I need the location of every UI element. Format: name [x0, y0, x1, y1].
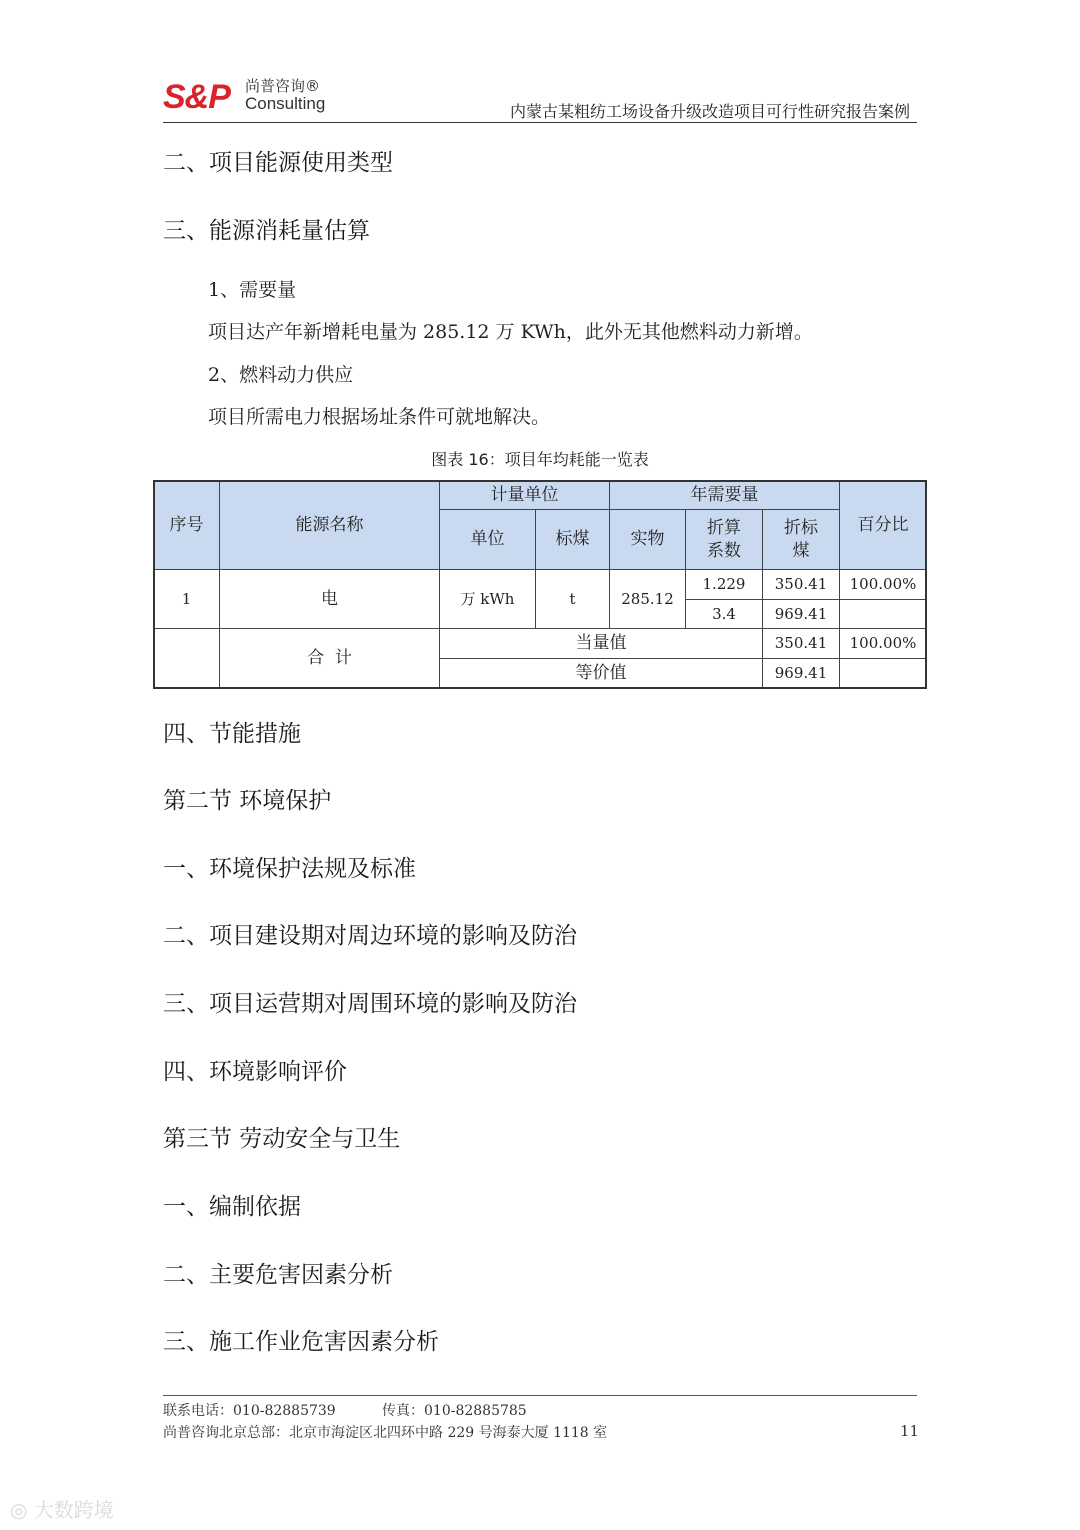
header-coal-equivalent: 折标 煤 — [762, 509, 840, 570]
report-title: 内蒙古某粗纺工场设备升级改造项目可行性研究报告案例 — [509, 102, 910, 121]
total-equivalent-percent: 100.00% — [839, 628, 927, 659]
footer-divider — [163, 1395, 917, 1396]
header-percent: 百分比 — [839, 480, 927, 570]
footer-address: 尚普咨询北京总部：北京市海淀区北四环中路 229 号海泰大厦 1118 室 — [163, 1425, 608, 1441]
total-label: 合 计 — [219, 628, 440, 689]
row1-percent-b — [839, 599, 927, 629]
heading-basis: 一、编制依据 — [163, 1194, 301, 1220]
footer-fax: 传真：010-82885785 — [382, 1403, 527, 1419]
row1-factor-a: 1.229 — [685, 569, 763, 600]
heading-construction-hazards: 三、施工作业危害因素分析 — [163, 1329, 439, 1355]
page-number: 11 — [900, 1422, 920, 1440]
header-std-coal: 标煤 — [535, 509, 610, 570]
row1-std-coal: t — [535, 569, 610, 629]
heading-hazard-analysis: 二、主要危害因素分析 — [163, 1262, 393, 1288]
heading-energy-saving: 四、节能措施 — [163, 721, 301, 747]
watermark — [10, 1494, 114, 1523]
logo-chinese-name: 尚普咨询® — [245, 77, 321, 95]
header-conversion-factor: 折算 系数 — [685, 509, 763, 570]
watermark-text: 大数跨境 — [33, 1498, 114, 1522]
header-physical: 实物 — [609, 509, 686, 570]
header-energy-name: 能源名称 — [219, 480, 440, 570]
row1-physical: 285.12 — [609, 569, 686, 629]
total-equivalent-value: 350.41 — [762, 628, 840, 659]
row1-coal-a: 350.41 — [762, 569, 840, 600]
total-equal-price-percent — [839, 658, 927, 689]
row1-unit: 万 kWh — [439, 569, 536, 629]
total-seq — [153, 628, 220, 689]
para-demand-text: 项目达产年新增耗电量为 285.12 万 KWh，此外无其他燃料动力新增。 — [208, 321, 813, 343]
row1-coal-b: 969.41 — [762, 599, 840, 629]
header-unit: 单位 — [439, 509, 536, 570]
para-supply-text: 项目所需电力根据场址条件可就地解决。 — [208, 406, 551, 428]
row1-energy-name: 电 — [219, 569, 440, 629]
heading-section-labor-safety: 第三节 劳动安全与卫生 — [163, 1126, 401, 1152]
total-equal-price-value: 969.41 — [762, 658, 840, 689]
row1-percent-a: 100.00% — [839, 569, 927, 600]
heading-energy-types: 二、项目能源使用类型 — [163, 150, 393, 176]
header-annual-group: 年需要量 — [609, 480, 840, 510]
header-seq: 序号 — [153, 480, 220, 570]
para-demand-title: 1、需要量 — [208, 279, 297, 301]
heading-env-regulations: 一、环境保护法规及标准 — [163, 856, 416, 882]
header-divider — [163, 122, 917, 123]
logo-mark: S&P — [163, 78, 230, 116]
heading-construction-impact: 二、项目建设期对周边环境的影响及防治 — [163, 923, 577, 949]
footer-phone: 联系电话：010-82885739 — [163, 1403, 336, 1419]
heading-energy-estimate: 三、能源消耗量估算 — [163, 218, 370, 244]
logo-english-name: Consulting — [245, 94, 326, 113]
heading-env-assessment: 四、环境影响评价 — [163, 1059, 347, 1085]
row1-factor-b: 3.4 — [685, 599, 763, 629]
total-equivalent-label: 当量值 — [439, 628, 763, 659]
table-caption: 图表 16：项目年均耗能一览表 — [431, 450, 649, 469]
header-unit-group: 计量单位 — [439, 480, 610, 510]
watermark-logo-icon: ◎ — [10, 1498, 34, 1522]
row1-seq: 1 — [153, 569, 220, 629]
heading-operation-impact: 三、项目运营期对周围环境的影响及防治 — [163, 991, 577, 1017]
para-supply-title: 2、燃料动力供应 — [208, 364, 354, 386]
total-equal-price-label: 等价值 — [439, 658, 763, 689]
heading-section-environment: 第二节 环境保护 — [163, 788, 332, 814]
energy-consumption-table — [153, 480, 927, 689]
